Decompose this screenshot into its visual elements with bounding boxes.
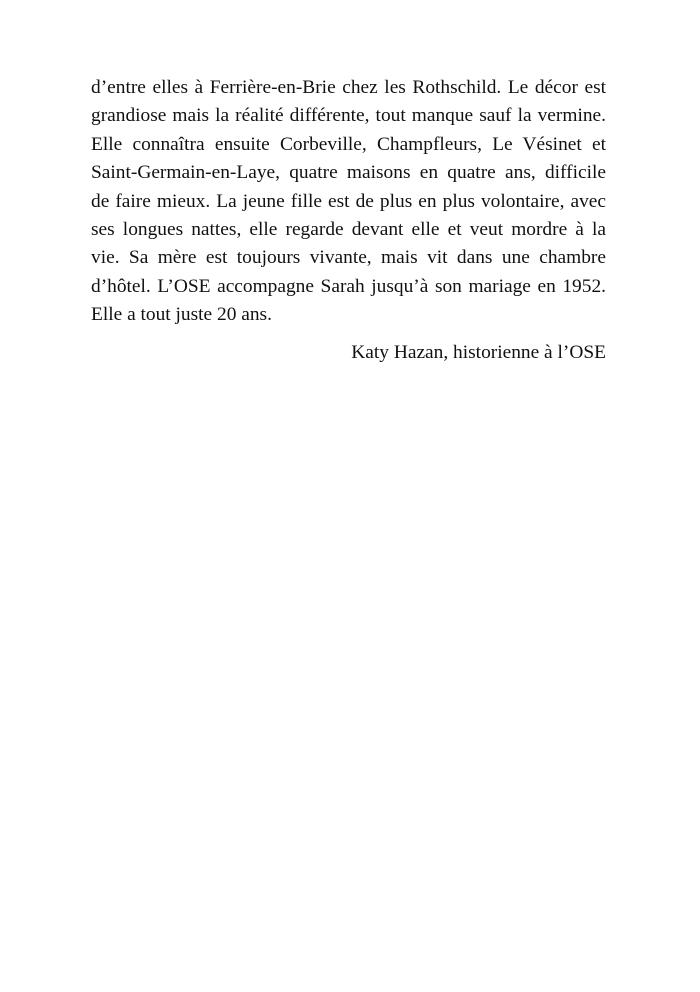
paragraph-line: vie. Sa mère est toujours vivante, mais vit dans une chambre bbox=[91, 247, 606, 269]
paragraph-line: d’hôtel. L’OSE accompagne Sarah jusqu’à son mariage en 1952. bbox=[91, 275, 606, 297]
paragraph-line: Elle a tout juste 20 ans. bbox=[91, 304, 272, 326]
paragraph-line: ses longues nattes, elle regarde devant elle et veut mordre à la bbox=[91, 218, 606, 240]
paragraph-line: d’entre elles à Ferrière-en-Brie chez les Rothschild. Le décor est bbox=[91, 77, 606, 98]
paragraph-line: Elle connaîtra ensuite Corbeville, Champfleurs, Le Vésinet et bbox=[91, 133, 606, 155]
paragraph-line: de faire mieux. La jeune fille est de plus en plus volontaire, avec bbox=[91, 190, 606, 212]
paragraph-line: Saint-Germain-en-Laye, quatre maisons en quatre ans, difficile bbox=[91, 162, 606, 184]
body-paragraph bbox=[91, 74, 606, 330]
paragraph-line: grandiose mais la réalité différente, tout manque sauf la vermine. bbox=[91, 105, 606, 127]
author-signature: Katy Hazan, historienne à l’OSE bbox=[351, 342, 606, 363]
